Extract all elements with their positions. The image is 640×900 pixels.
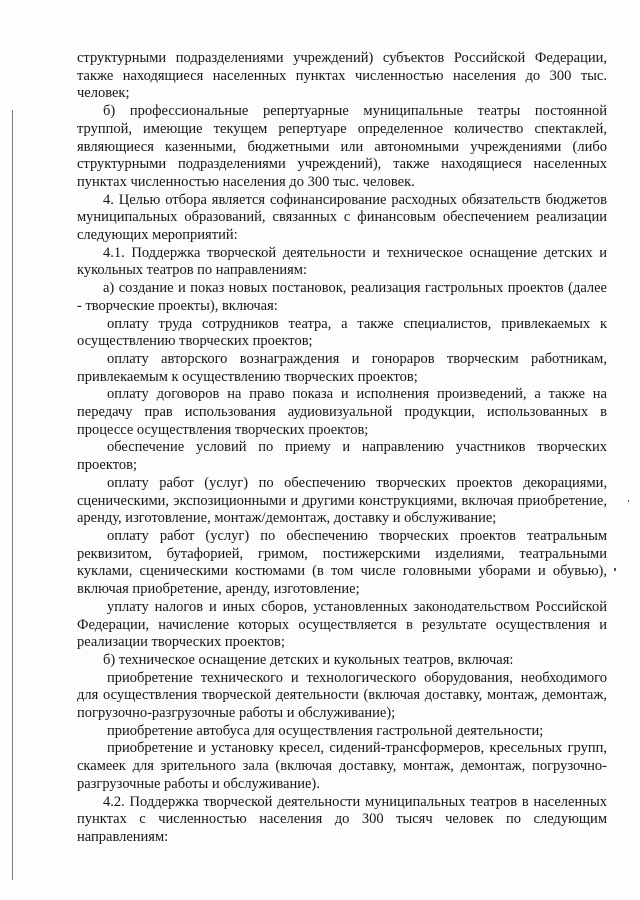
paragraph-scenery: оплату работ (услуг) по обеспечению творческих проектов декорациями, сценическими, экспозиционными и другими конструкциями, включая приобретение, аренду, изготовление, монтаж/демонтаж, доставку и обслуживание; — [77, 474, 607, 527]
scan-edge-line — [12, 110, 13, 880]
paragraph-4-2-heading: 4.2. Поддержка творческой деятельности муниципальных театров в населенных пунктах с численностью населения до 300 тысяч человек по следующим направлениям: — [77, 793, 607, 845]
paragraph-payment-royalties: оплату авторского вознаграждения и гонораров творческим работникам, привлекаемым к осуществлению творческих проектов; — [77, 350, 607, 385]
paragraph-payment-rights: оплату договоров на право показа и исполнения произведений, а также на передачу прав использования аудиовизуальной продукции, использованных в процессе осуществления творческих проектов; — [77, 386, 607, 438]
document-body — [77, 50, 607, 847]
scan-speck — [628, 500, 629, 502]
paragraph-continuation: структурными подразделениями учреждений) субъектов Российской Федерации, также находящиеся населенных пунктах численностью населения до 300 тыс. человек; — [77, 50, 607, 102]
paragraph-4-goal: 4. Целью отбора является софинансирование расходных обязательств бюджетов муниципальных образований, связанных с финансовым обеспечением реализации следующих мероприятий: — [77, 191, 607, 244]
paragraph-taxes: уплату налогов и иных сборов, установленных законодательством Российской Федерации, начисление которых осуществляется в результате осуществления и реализации творческих проектов; — [77, 598, 607, 651]
paragraph-item-b-equipment: б) техническое оснащение детских и кукольных театров, включая: — [103, 651, 514, 668]
paragraph-item-a-projects: а) создание и показ новых постановок, реализация гастрольных проектов (далее - творческие проекты), включая: — [77, 280, 607, 314]
scan-speck — [614, 568, 616, 571]
paragraph-payment-staff: оплату труда сотрудников театра, а также специалистов, привлекаемых к осуществлению творческих проектов; — [77, 315, 607, 350]
paragraph-bus-purchase: приобретение автобуса для осуществления гастрольной деятельности; — [107, 722, 544, 739]
paragraph-props-costumes: оплату работ (услуг) по обеспечению творческих проектов театральным реквизитом, бутафорией, гримом, постижерскими изделиями, театральными куклами, сценическими костюмами (в том числе головными уборами и обувью), включая приобретение, аренду, изготовление; — [77, 527, 607, 598]
paragraph-equipment-purchase: приобретение технического и технологического оборудования, необходимого для осуществления творческой деятельности (включая доставку, монтаж, демонтаж, погрузочно-разгрузочные работы и обслуживание); — [77, 669, 607, 722]
paragraph-participants: обеспечение условий по приему и направлению участников творческих проектов; — [77, 439, 607, 474]
paragraph-item-b-theatres: б) профессиональные репертуарные муниципальные театры постоянной труппой, имеющие текущем репертуаре определенное количество спектаклей, являющиеся казенными, бюджетными или автономными учреждениями (либо структурными подразделениями учреждений), также находящиеся населенных пунктах численностью населения до 300 тыс. человек. — [77, 103, 607, 190]
paragraph-4-1-heading: 4.1. Поддержка творческой деятельности и техническое оснащение детских и кукольных театров по направлениям: — [77, 244, 607, 279]
paragraph-seating: приобретение и установку кресел, сидений-трансформеров, кресельных групп, скамеек для зрительного зала (включая доставку, монтаж, демонтаж, погрузочно-разгрузочные работы и обслуживание). — [77, 740, 607, 792]
